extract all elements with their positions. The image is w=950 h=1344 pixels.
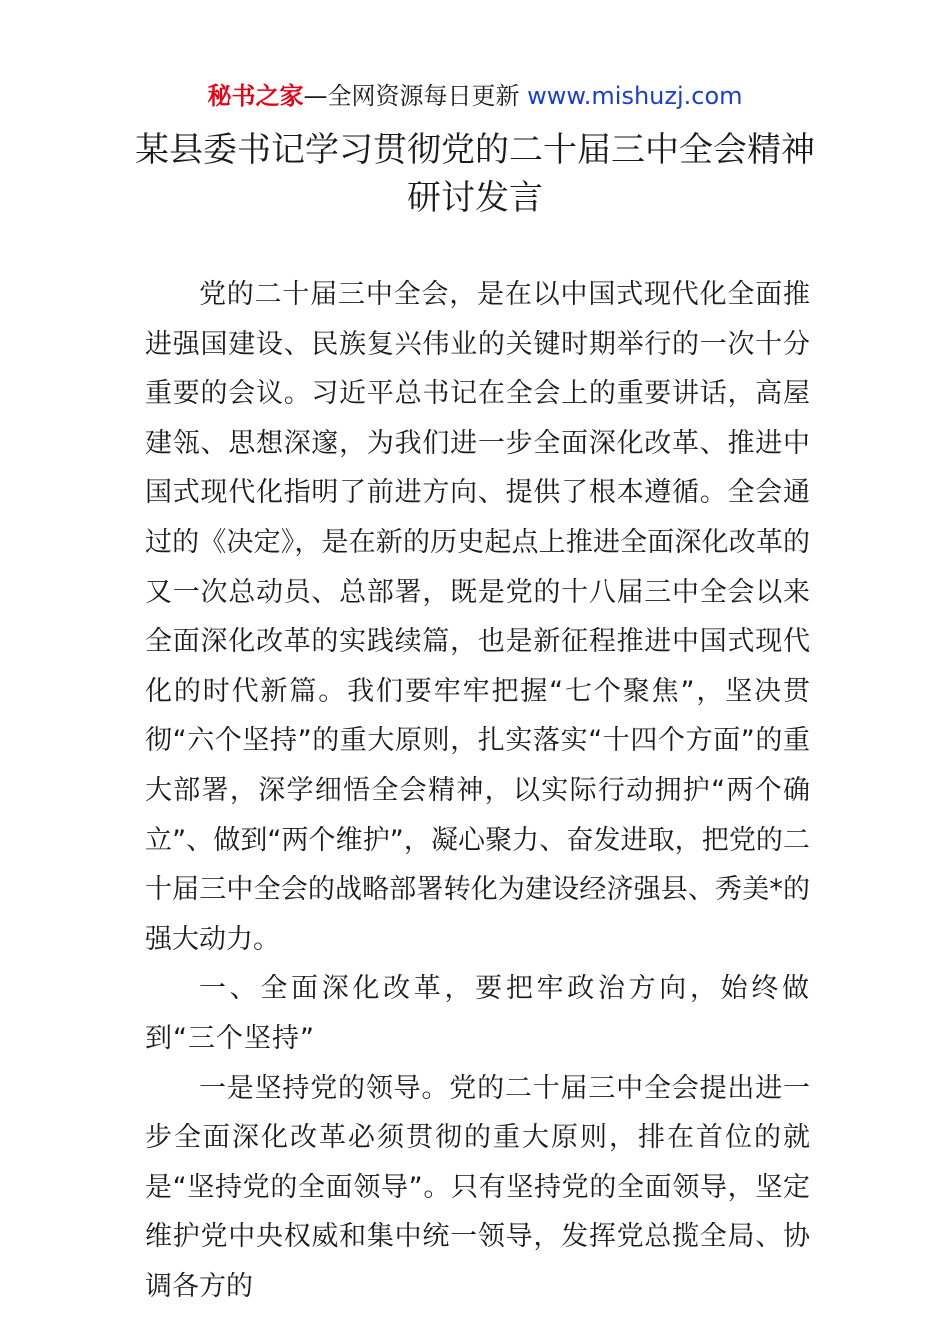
section-heading: 一、全面深化改革，要把牢政治方向，始终做到“三个坚持” bbox=[145, 973, 810, 1054]
paragraph-intro: 党的二十届三中全会，是在以中国式现代化全面推进强国建设、民族复兴伟业的关键时期举行的一次十分重要的会议。习近平总书记在全会上的重要讲话，高屋建瓴、思想深邃，为我们进一步全面深化改革、推进中国式现代化指明了前进方向、提供了根本遵循。全会通过的《决定》，是在新的历史起点上推进全面深化改革的又一次总动员、总部署，既是党的十八届三中全会以来全面深化改革的实践续篇，也是新征程推进中国式现代化的时代新篇。我们要牢牢把握“七个聚焦”，坚决贯彻“六个坚持”的重大原则，扎实落实“十四个方面”的重大部署，深学细悟全会精神，以实际行动拥护“两个确立”、做到“两个维护”，凝心聚力、奋发进取，把党的二十届三中全会的战略部署转化为建设经济强县、秀美*的强大动力。 bbox=[145, 279, 810, 955]
banner-tagline: —全网资源每日更新 bbox=[303, 82, 520, 110]
title-line-1: 某县委书记学习贯彻党的二十届三中全会精神 bbox=[135, 130, 815, 170]
site-url-link[interactable]: www.mishuzj.com bbox=[527, 82, 743, 110]
paragraph-point-one: 一是坚持党的领导。党的二十届三中全会提出进一步全面深化改革必须贯彻的重大原则，排在首位的就是“坚持党的全面领导”。只有坚持党的全面领导，坚定维护党中央权威和集中统一领导，发挥党总揽全局、协调各方的 bbox=[145, 1072, 810, 1302]
brand-name: 秘书之家 bbox=[207, 82, 304, 110]
title-line-2: 研讨发言 bbox=[407, 178, 543, 218]
site-banner bbox=[0, 80, 950, 112]
document-body bbox=[145, 270, 810, 1311]
document-title bbox=[0, 126, 950, 222]
